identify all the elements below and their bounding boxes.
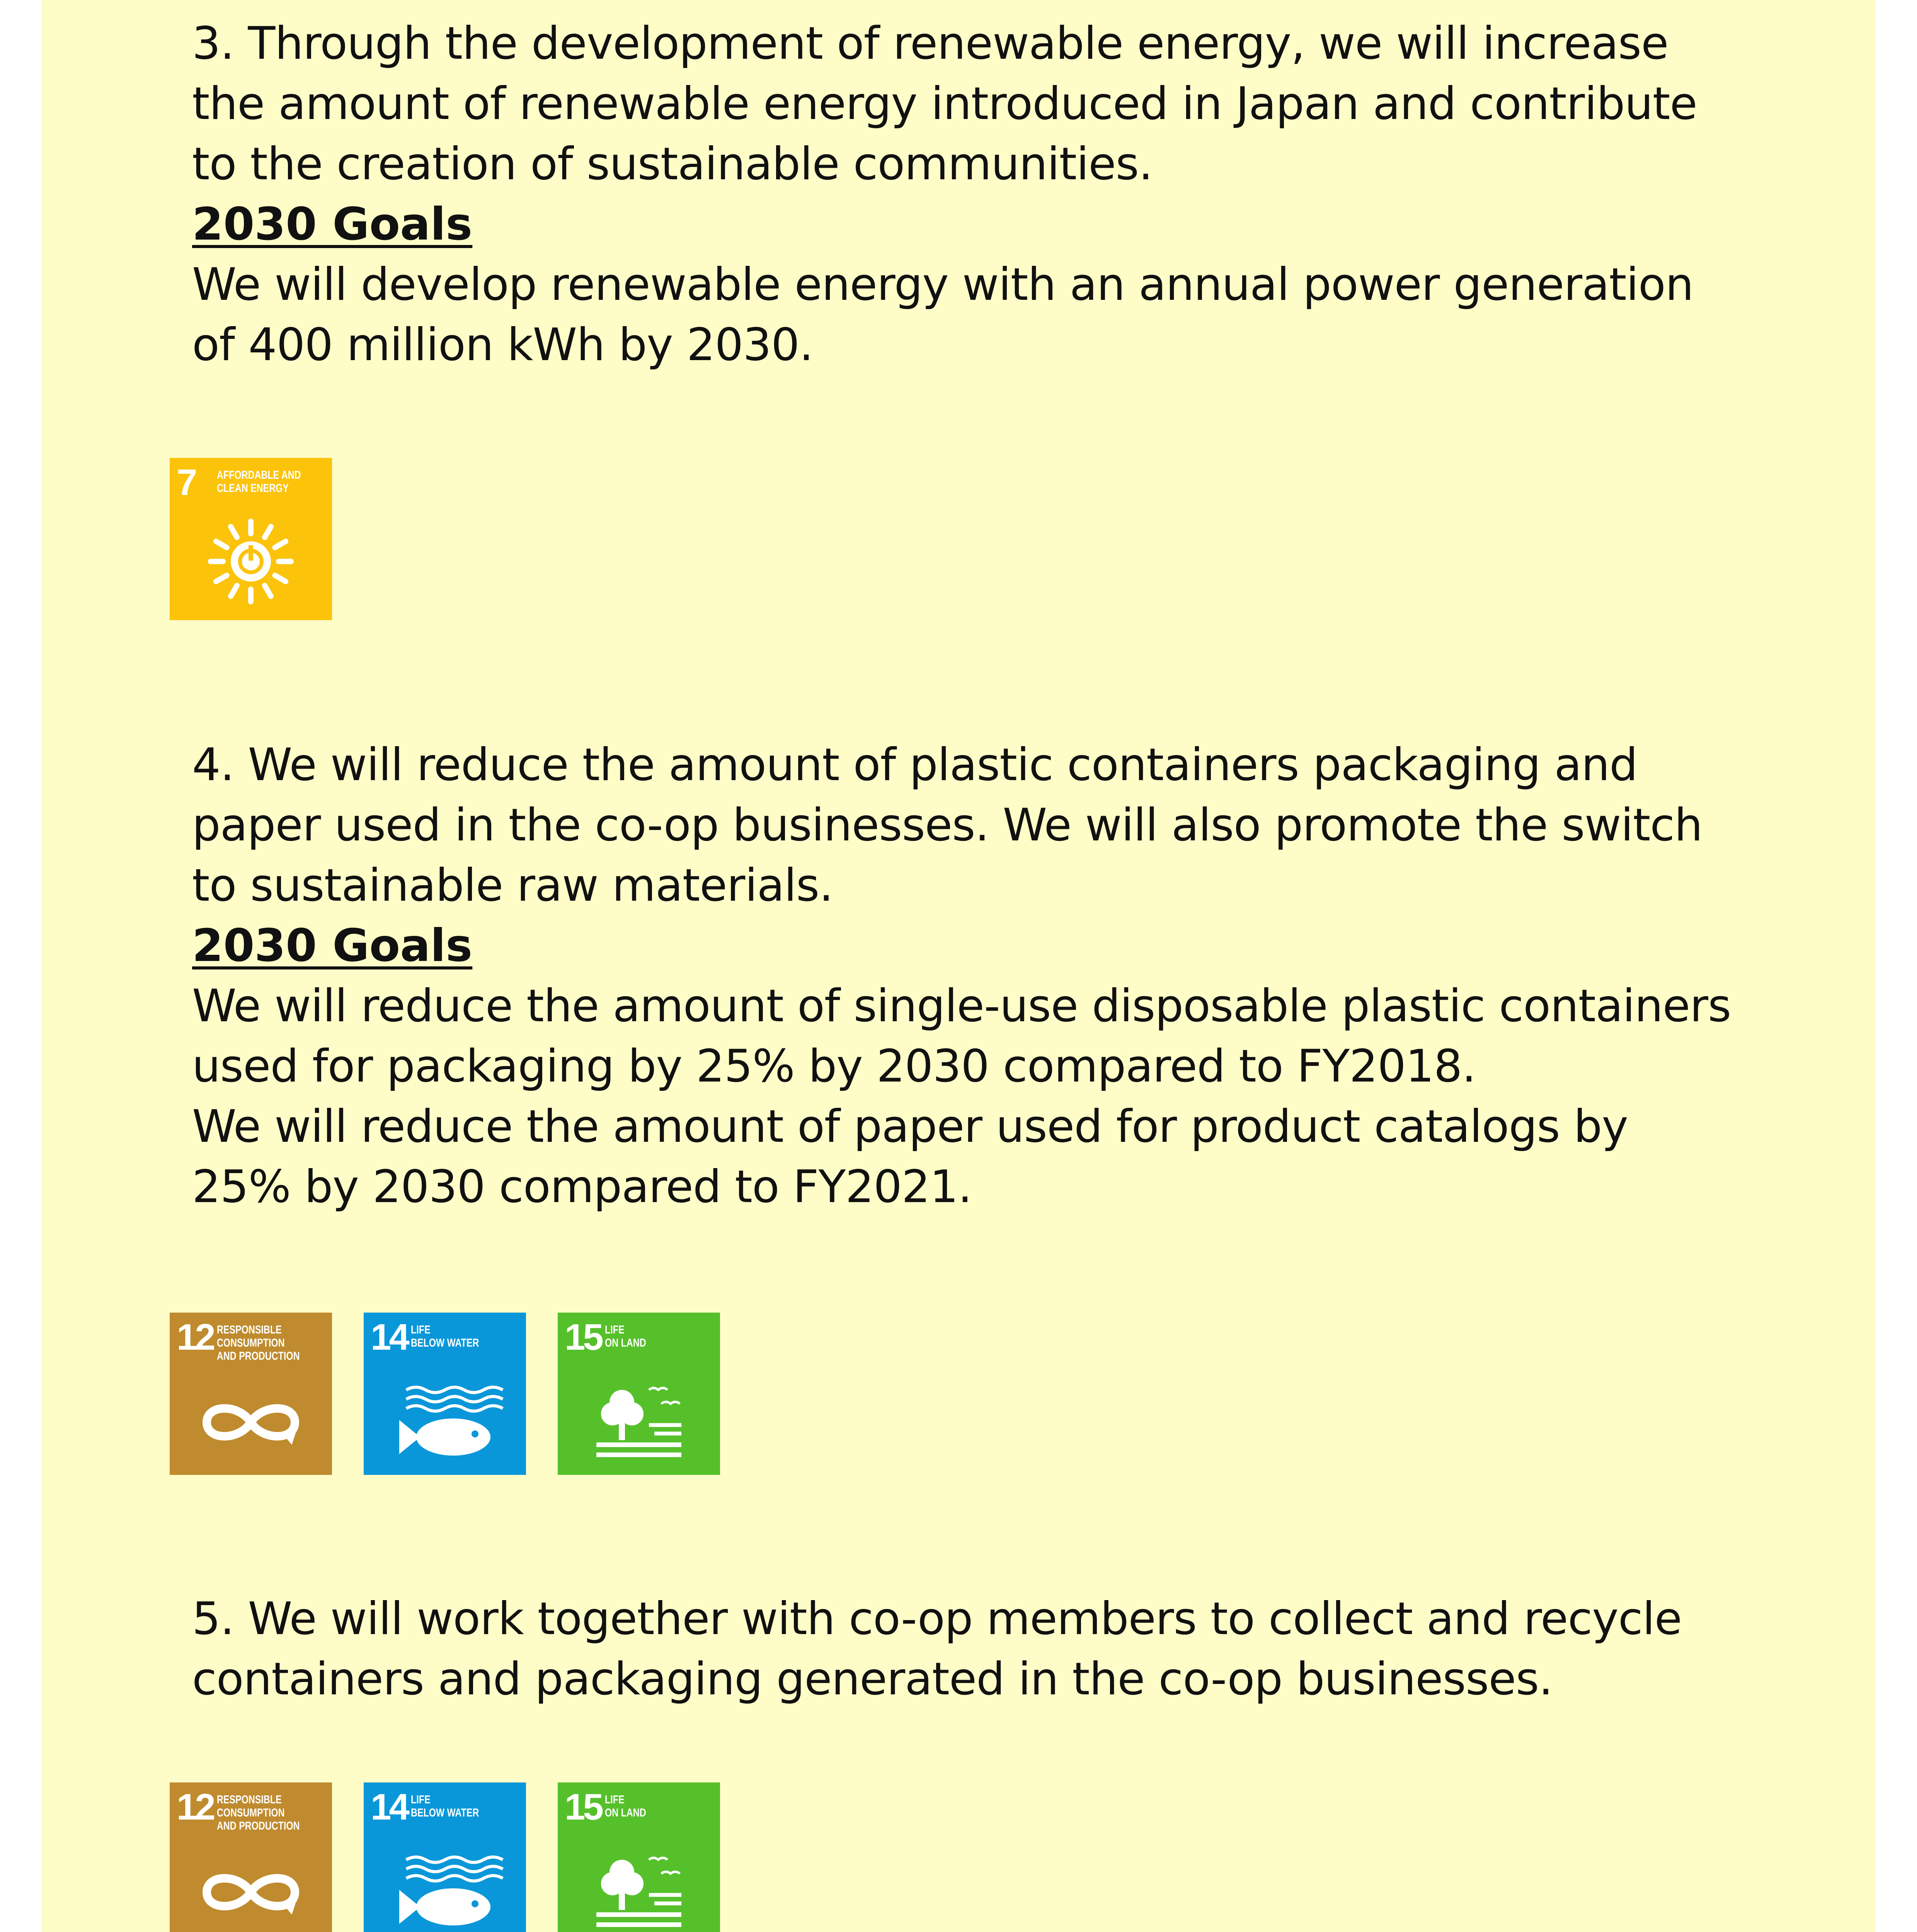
section-4-goal-1: We will reduce the amount of single-use disposable plastic containers used for packaging by 25% by 2030 compared to FY2018. — [192, 980, 1731, 1092]
sdg-label: LIFE BELOW WATER — [411, 1323, 479, 1349]
section-3-goal-1: We will develop renewable energy with an annual power generation of 400 million kWh by 2030. — [192, 259, 1694, 371]
sdg-label: AFFORDABLE AND CLEAN ENERGY — [217, 469, 301, 495]
sun-power-icon — [170, 458, 332, 620]
section-3-goals-heading: 2030 Goals — [192, 198, 473, 250]
fish-icon — [364, 1782, 526, 1932]
infinity-icon — [170, 1782, 332, 1932]
sdg-label: LIFE ON LAND — [605, 1793, 646, 1819]
section-3-text: 3. Through the development of renewable energy, we will increase the amount of renewable energy introduced in Japan and contribute to the creation of sustainable communities. — [192, 17, 1697, 190]
tree-icon — [558, 1782, 720, 1932]
sdg-12-tile — [170, 1782, 332, 1932]
sdg-label: RESPONSIBLE CONSUMPTION AND PRODUCTION — [217, 1323, 300, 1362]
sdg-14-tile — [364, 1313, 526, 1475]
section-4-text: 4. We will reduce the amount of plastic containers packaging and paper used in the co-op businesses. We will also promote the switch to sustainable raw materials. — [192, 739, 1702, 912]
sdg-7-tile — [170, 458, 332, 620]
sdg-label: LIFE BELOW WATER — [411, 1793, 479, 1819]
sdg-label: RESPONSIBLE CONSUMPTION AND PRODUCTION — [217, 1793, 300, 1832]
sdg-15-tile — [558, 1782, 720, 1932]
tree-icon — [558, 1313, 720, 1475]
section-5-text: 5. We will work together with co-op members to collect and recycle containers and packaging generated in the co-op businesses. — [192, 1593, 1682, 1705]
infinity-icon — [170, 1313, 332, 1475]
sdg-15-tile — [558, 1313, 720, 1475]
sdg-12-tile — [170, 1313, 332, 1475]
fish-icon — [364, 1313, 526, 1475]
section-4-goal-2: We will reduce the amount of paper used for product catalogs by 25% by 2030 compared to FY2021. — [192, 1100, 1628, 1213]
sdg-number: 12 — [177, 1316, 213, 1358]
sdg-number: 7 — [177, 462, 195, 503]
sdg-number: 14 — [371, 1316, 407, 1358]
sdg-label: LIFE ON LAND — [605, 1323, 646, 1349]
sdg-number: 15 — [565, 1786, 601, 1828]
sdg-number: 15 — [565, 1316, 601, 1358]
sdg-number: 12 — [177, 1786, 213, 1828]
sdg-number: 14 — [371, 1786, 407, 1828]
section-4-goals-heading: 2030 Goals — [192, 920, 473, 972]
sdg-14-tile — [364, 1782, 526, 1932]
document-page — [41, 0, 1876, 1932]
